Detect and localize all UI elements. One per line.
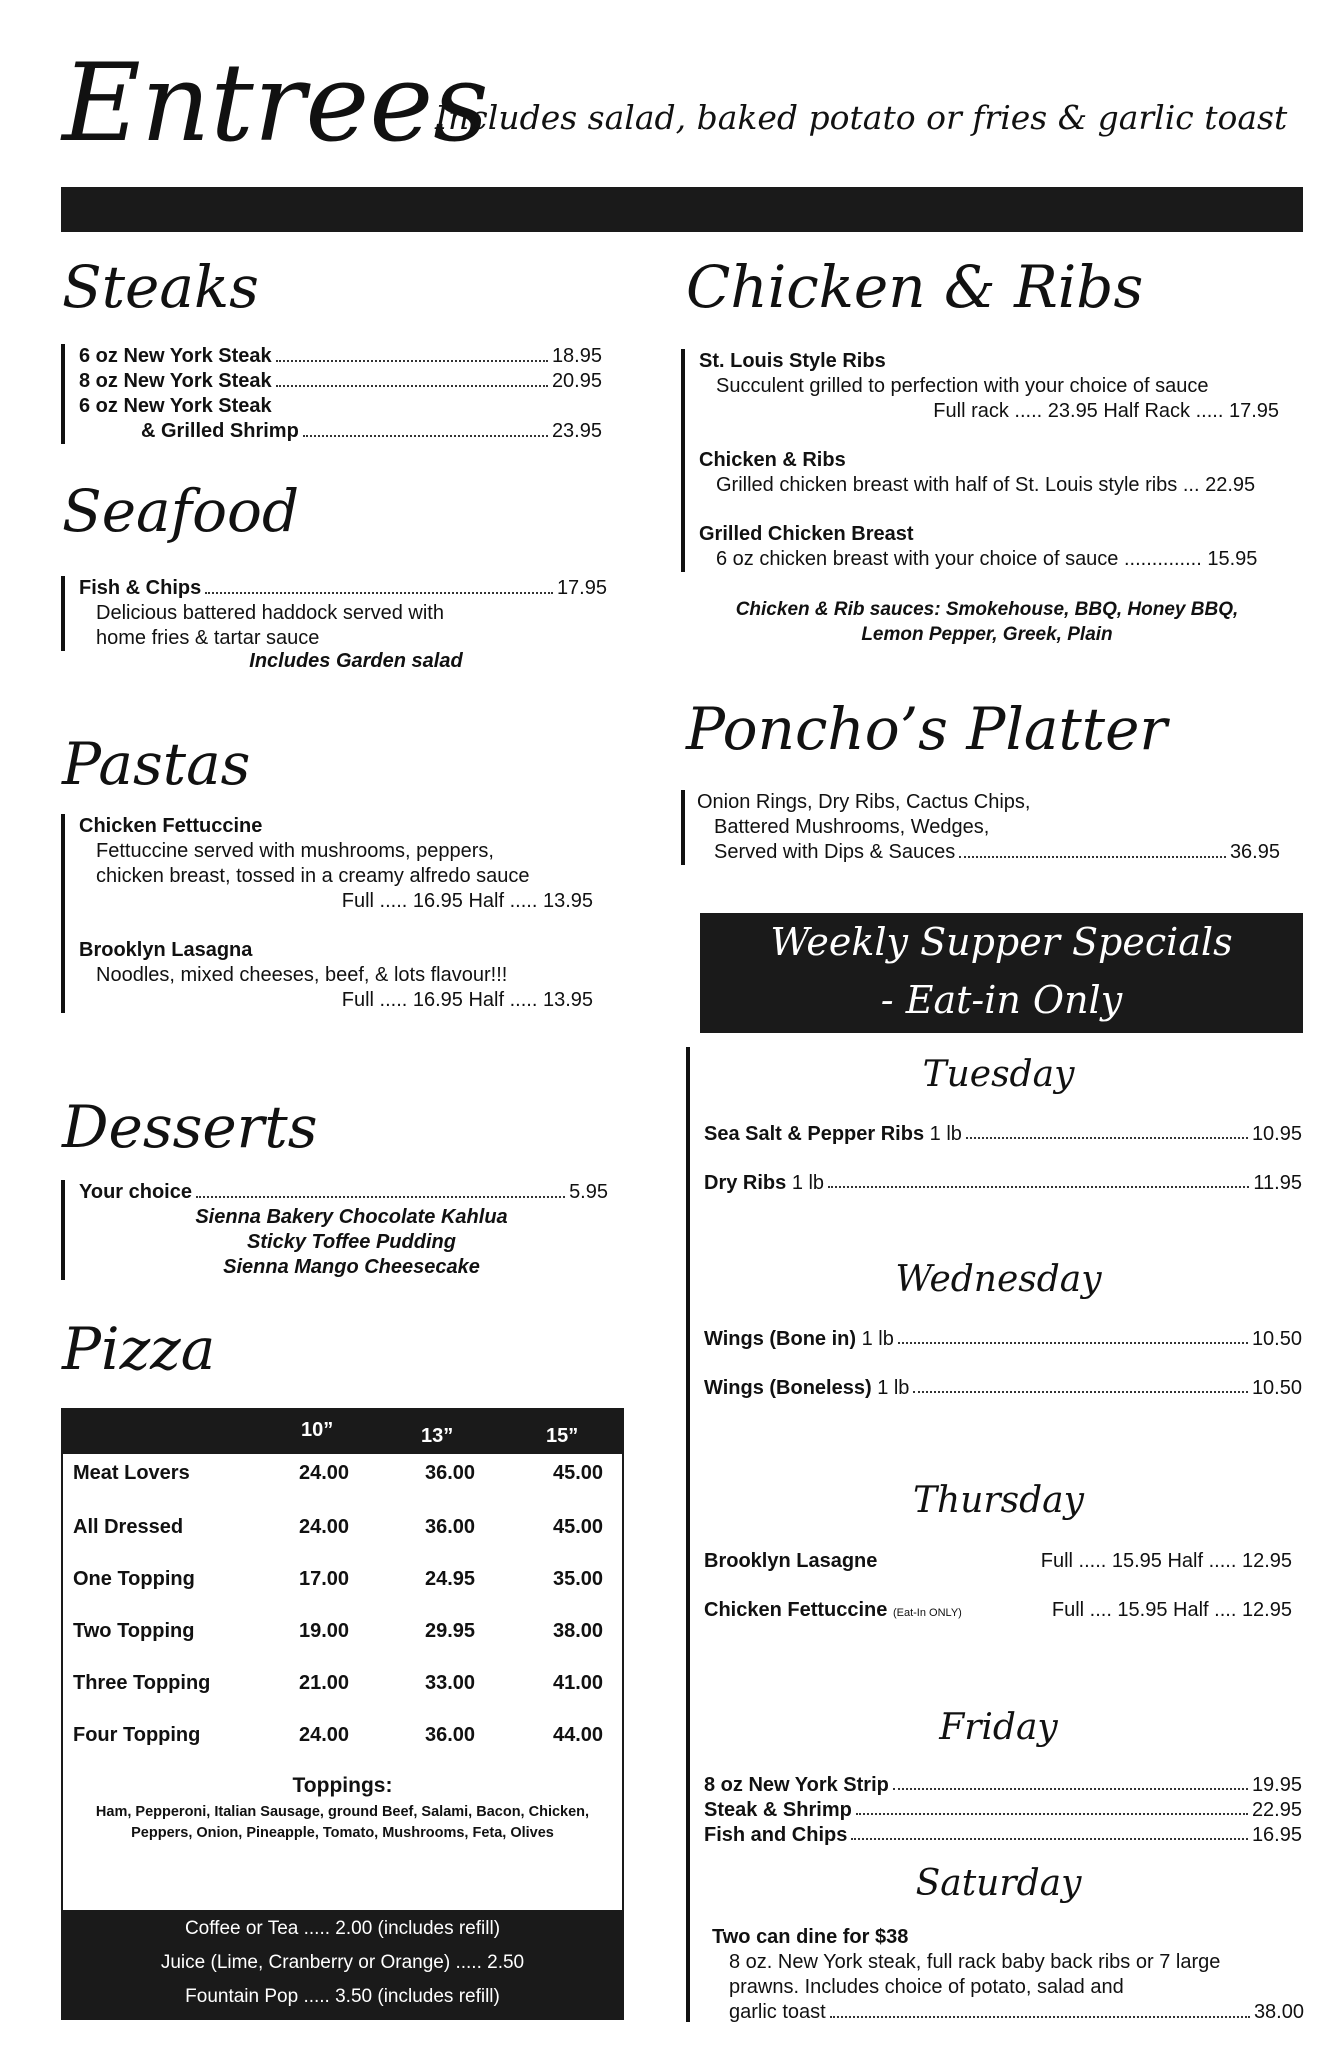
pizza-row: Two Topping 19.00 29.95 38.00 <box>73 1620 604 1642</box>
pizza-row: Meat Lovers 24.00 36.00 45.00 <box>73 1462 604 1484</box>
steaks-list <box>61 344 619 444</box>
platter-title: Poncho’s Platter <box>686 695 1168 763</box>
toppings <box>63 1774 622 1844</box>
menu-item-name: Grilled Chicken Breast <box>699 523 914 545</box>
pizza-title: Pizza <box>62 1315 216 1383</box>
weekly-specials <box>686 1047 1307 2022</box>
pizza-row: Four Topping 24.00 36.00 44.00 <box>73 1724 604 1746</box>
day-tuesday: Tuesday <box>922 1054 1075 1095</box>
pizza-row: All Dressed 24.00 36.00 45.00 <box>73 1516 604 1538</box>
page-title: Entrees <box>62 41 489 166</box>
special-item: Wings (Bone in) 1 lb 10.50 <box>704 1328 1302 1350</box>
menu-item-desc: Succulent grilled to perfection with your choice of sauce <box>716 375 1209 397</box>
day-thursday: Thursday <box>913 1480 1084 1521</box>
seafood-title: Seafood <box>62 477 300 545</box>
pastas-title: Pastas <box>62 730 251 798</box>
menu-item: 8 oz New York Steak 20.95 <box>79 370 602 392</box>
special-item: Fish and Chips 16.95 <box>704 1824 1302 1846</box>
menu-item-prices: Full rack ..... 23.95 Half Rack ..... 17.95 <box>933 400 1279 422</box>
special-item: Wings (Boneless) 1 lb 10.50 <box>704 1377 1302 1399</box>
toppings-label: Toppings: <box>292 1774 393 1797</box>
special-item: Brooklyn Lasagne Full ..... 15.95 Half ..... 12.95 <box>704 1550 1292 1572</box>
dessert-option: Sienna Bakery Chocolate Kahlua <box>195 1206 508 1228</box>
menu-item: 6 oz New York Steak 18.95 <box>79 345 602 367</box>
menu-item-desc: chicken breast, tossed in a creamy alfredo sauce <box>96 865 530 887</box>
menu-item-name: Brooklyn Lasagna <box>79 939 253 961</box>
menu-item-name: Chicken & Ribs <box>699 449 846 471</box>
drinks-bar <box>63 1910 622 2018</box>
drink-item: Coffee or Tea ..... 2.00 (includes refill) <box>184 1918 501 1939</box>
menu-item-desc: Fettuccine served with mushrooms, peppers, <box>96 840 494 862</box>
day-wednesday: Wednesday <box>895 1259 1102 1300</box>
special-item: Steak & Shrimp 22.95 <box>704 1799 1302 1821</box>
menu-item-desc: home fries & tartar sauce <box>96 627 320 649</box>
pastas-list <box>61 814 619 1013</box>
desserts-title: Desserts <box>62 1093 318 1161</box>
specials-banner: Weekly Supper Specials - Eat-in Only <box>700 913 1303 1033</box>
size-13: 13” <box>421 1425 454 1447</box>
menu-item-prices: Full ..... 16.95 Half ..... 13.95 <box>341 890 593 912</box>
pizza-table <box>61 1408 624 2020</box>
pizza-header <box>63 1410 622 1454</box>
special-item: Chicken Fettuccine (Eat-In ONLY) Full .... 15.95 Half .... 12.95 <box>704 1599 1292 1621</box>
steaks-title: Steaks <box>62 253 259 321</box>
dessert-option: Sienna Mango Cheesecake <box>223 1256 480 1278</box>
sauces-note: Chicken & Rib sauces: Smokehouse, BBQ, Honey BBQ, Lemon Pepper, Greek, Plain <box>735 599 1239 645</box>
day-friday: Friday <box>939 1707 1058 1748</box>
menu-item-desc: Noodles, mixed cheeses, beef, & lots flavour!!! <box>96 964 508 986</box>
menu-item-name: 6 oz New York Steak <box>79 395 272 417</box>
menu-item-name: Chicken Fettuccine <box>79 815 263 837</box>
size-10: 10” <box>301 1419 334 1441</box>
platter-desc: Onion Rings, Dry Ribs, Cactus Chips, Battered Mushrooms, Wedges, Served with Dips & Sauces 36.95 <box>681 790 1297 865</box>
special-item: Two can dine for $38 8 oz. New York steak, full rack baby back ribs or 7 large prawns. Includes choice of potato, salad and garlic toast 38.00 <box>712 1926 1304 2023</box>
special-item: Sea Salt & Pepper Ribs 1 lb 10.95 <box>704 1123 1302 1145</box>
menu-item-prices: Full ..... 16.95 Half ..... 13.95 <box>341 989 593 1011</box>
special-item: 8 oz New York Strip 19.95 <box>704 1774 1302 1796</box>
seafood-note: Includes Garden salad <box>249 650 463 672</box>
header-bar <box>61 187 1303 232</box>
menu-item-desc: Grilled chicken breast with half of St. Louis style ribs ... 22.95 <box>716 474 1256 496</box>
menu-item: & Grilled Shrimp 23.95 <box>141 420 602 442</box>
menu-item-name: St. Louis Style Ribs <box>699 350 886 372</box>
drink-item: Fountain Pop ..... 3.50 (includes refill) <box>185 1986 500 2007</box>
dessert-option: Sticky Toffee Pudding <box>247 1231 456 1253</box>
menu-item-desc: 6 oz chicken breast with your choice of sauce .............. 15.95 <box>716 548 1258 570</box>
drink-item: Juice (Lime, Cranberry or Orange) ..... 2.50 <box>160 1952 525 1973</box>
toppings-list: Ham, Pepperoni, Italian Sausage, ground Beef, Salami, Bacon, Chicken, Peppers, Onion, Pineapple, Tomato, Mushrooms, Feta, Olives <box>95 1804 590 1841</box>
seafood-list <box>61 576 619 651</box>
menu-item: Your choice 5.95 <box>79 1181 608 1203</box>
desserts-list <box>61 1180 619 1280</box>
special-item: Dry Ribs 1 lb 11.95 <box>704 1172 1302 1194</box>
pizza-row: Three Topping 21.00 33.00 41.00 <box>73 1672 604 1694</box>
day-saturday: Saturday <box>915 1863 1082 1904</box>
pizza-row: One Topping 17.00 24.95 35.00 <box>73 1568 604 1590</box>
chicken-ribs-title: Chicken & Ribs <box>686 253 1144 321</box>
menu-item-desc: Delicious battered haddock served with <box>96 602 444 624</box>
chicken-ribs-list <box>681 349 1299 572</box>
menu-item: Fish & Chips 17.95 <box>79 577 607 599</box>
menu-item: Served with Dips & Sauces 36.95 <box>714 841 1280 863</box>
page-subtitle: Includes salad, baked potato or fries & garlic toast <box>435 98 1288 137</box>
size-15: 15” <box>546 1425 579 1447</box>
